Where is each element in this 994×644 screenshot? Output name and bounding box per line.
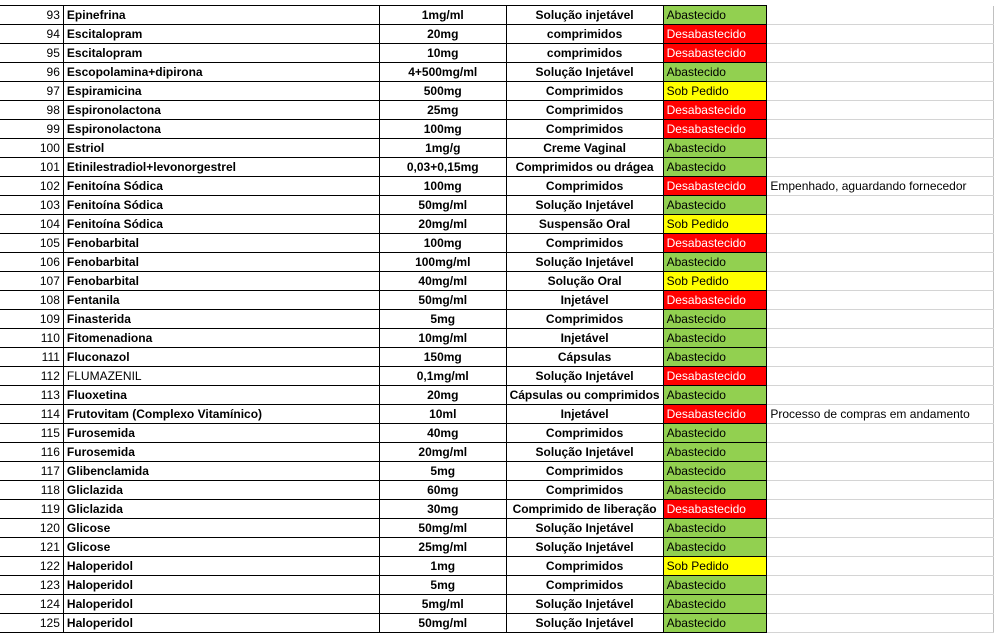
dosage-cell[interactable]: 5mg: [379, 310, 506, 329]
status-cell[interactable]: Abastecido: [663, 481, 767, 500]
form-cell[interactable]: Injetável: [506, 291, 663, 310]
status-cell[interactable]: Abastecido: [663, 196, 767, 215]
table-row: [0, 25, 994, 44]
form-cell[interactable]: Comprimidos ou drágea: [506, 158, 663, 177]
dosage-cell[interactable]: 40mg: [379, 424, 506, 443]
note-cell[interactable]: [767, 386, 994, 405]
row-number-cell[interactable]: 109: [0, 310, 63, 329]
medication-name-cell[interactable]: FLUMAZENIL: [63, 367, 379, 386]
note-cell[interactable]: [767, 158, 994, 177]
status-cell[interactable]: Desabastecido: [663, 101, 767, 120]
form-cell[interactable]: Comprimidos: [506, 177, 663, 196]
form-cell[interactable]: Solução Injetável: [506, 538, 663, 557]
row-number-cell[interactable]: 95: [0, 44, 63, 63]
note-cell[interactable]: Processo de compras em andamento: [767, 405, 994, 424]
form-cell[interactable]: Solução Injetável: [506, 595, 663, 614]
note-cell[interactable]: [767, 196, 994, 215]
row-number-cell[interactable]: 117: [0, 462, 63, 481]
dosage-cell[interactable]: 1mg/g: [379, 139, 506, 158]
dosage-cell[interactable]: 150mg: [379, 348, 506, 367]
note-cell[interactable]: [767, 44, 994, 63]
table-row: [0, 196, 994, 215]
row-number-cell[interactable]: 100: [0, 139, 63, 158]
dosage-cell[interactable]: 10mg/ml: [379, 329, 506, 348]
dosage-cell[interactable]: 60mg: [379, 481, 506, 500]
status-cell[interactable]: Sob Pedido: [663, 557, 767, 576]
note-cell[interactable]: Empenhado, aguardando fornecedor: [767, 177, 994, 196]
row-number-cell[interactable]: 97: [0, 82, 63, 101]
table-row: [0, 139, 994, 158]
form-cell[interactable]: Comprimidos: [506, 234, 663, 253]
table-row: [0, 82, 994, 101]
row-number-cell[interactable]: 125: [0, 614, 63, 633]
form-cell[interactable]: Solução Injetável: [506, 196, 663, 215]
status-cell[interactable]: Abastecido: [663, 595, 767, 614]
row-number-cell[interactable]: 112: [0, 367, 63, 386]
form-cell[interactable]: Comprimidos: [506, 310, 663, 329]
medication-name-cell[interactable]: Glicose: [63, 538, 379, 557]
note-cell[interactable]: [767, 272, 994, 291]
medication-name-cell[interactable]: Haloperidol: [63, 557, 379, 576]
note-cell[interactable]: [767, 120, 994, 139]
form-cell[interactable]: Injetável: [506, 405, 663, 424]
form-cell[interactable]: Solução Oral: [506, 272, 663, 291]
table-row: [0, 44, 994, 63]
dosage-cell[interactable]: 50mg/ml: [379, 196, 506, 215]
form-cell[interactable]: Cápsulas ou comprimidos: [506, 386, 663, 405]
medication-name-cell[interactable]: Frutovitam (Complexo Vitamínico): [63, 405, 379, 424]
status-cell[interactable]: Desabastecido: [663, 25, 767, 44]
table-row: [0, 557, 994, 576]
status-cell[interactable]: Abastecido: [663, 538, 767, 557]
medication-name-cell[interactable]: Epinefrina: [63, 6, 379, 25]
note-cell[interactable]: [767, 291, 994, 310]
medication-name-cell[interactable]: Escopolamina+dipirona: [63, 63, 379, 82]
dosage-cell[interactable]: 100mg: [379, 234, 506, 253]
medication-name-cell[interactable]: Fentanila: [63, 291, 379, 310]
form-cell[interactable]: Comprimidos: [506, 557, 663, 576]
medication-name-cell[interactable]: Glicose: [63, 519, 379, 538]
note-cell[interactable]: [767, 234, 994, 253]
status-cell[interactable]: Abastecido: [663, 576, 767, 595]
medication-name-cell[interactable]: Fenobarbital: [63, 234, 379, 253]
medication-name-cell[interactable]: Etinilestradiol+levonorgestrel: [63, 158, 379, 177]
status-cell[interactable]: Desabastecido: [663, 177, 767, 196]
medication-name-cell[interactable]: Glibenclamida: [63, 462, 379, 481]
status-cell[interactable]: Abastecido: [663, 614, 767, 633]
note-cell[interactable]: [767, 424, 994, 443]
dosage-cell[interactable]: 0,03+0,15mg: [379, 158, 506, 177]
row-number-cell[interactable]: 107: [0, 272, 63, 291]
dosage-cell[interactable]: 40mg/ml: [379, 272, 506, 291]
note-cell[interactable]: [767, 310, 994, 329]
medication-name-cell[interactable]: Haloperidol: [63, 595, 379, 614]
form-cell[interactable]: comprimidos: [506, 44, 663, 63]
dosage-cell[interactable]: 10mg: [379, 44, 506, 63]
table-row: [0, 253, 994, 272]
dosage-cell[interactable]: 10ml: [379, 405, 506, 424]
table-row: [0, 101, 994, 120]
form-cell[interactable]: Solução Injetável: [506, 519, 663, 538]
medication-name-cell[interactable]: Estriol: [63, 139, 379, 158]
table-row: [0, 443, 994, 462]
form-cell[interactable]: Comprimidos: [506, 120, 663, 139]
dosage-cell[interactable]: 5mg: [379, 462, 506, 481]
row-number-cell[interactable]: 121: [0, 538, 63, 557]
status-cell[interactable]: Desabastecido: [663, 234, 767, 253]
note-cell[interactable]: [767, 348, 994, 367]
row-number-cell[interactable]: 96: [0, 63, 63, 82]
note-cell[interactable]: [767, 101, 994, 120]
note-cell[interactable]: [767, 329, 994, 348]
note-cell[interactable]: [767, 253, 994, 272]
row-number-cell[interactable]: 108: [0, 291, 63, 310]
status-cell[interactable]: Desabastecido: [663, 367, 767, 386]
table-row: [0, 500, 994, 519]
medication-name-cell[interactable]: Gliclazida: [63, 500, 379, 519]
row-number-cell[interactable]: 114: [0, 405, 63, 424]
row-number-cell[interactable]: 115: [0, 424, 63, 443]
medication-name-cell[interactable]: Furosemida: [63, 443, 379, 462]
form-cell[interactable]: Solução Injetável: [506, 63, 663, 82]
form-cell[interactable]: Comprimidos: [506, 462, 663, 481]
dosage-cell[interactable]: 20mg/ml: [379, 215, 506, 234]
dosage-cell[interactable]: 0,1mg/ml: [379, 367, 506, 386]
medication-name-cell[interactable]: Fenitoína Sódica: [63, 177, 379, 196]
table-row: [0, 462, 994, 481]
medication-name-cell[interactable]: Fenitoína Sódica: [63, 196, 379, 215]
note-cell[interactable]: [767, 82, 994, 101]
form-cell[interactable]: Solução Injetável: [506, 443, 663, 462]
note-cell[interactable]: [767, 139, 994, 158]
status-cell[interactable]: Sob Pedido: [663, 215, 767, 234]
form-cell[interactable]: Comprimidos: [506, 101, 663, 120]
table-row: [0, 576, 994, 595]
medication-name-cell[interactable]: Escitalopram: [63, 25, 379, 44]
dosage-cell[interactable]: 5mg: [379, 576, 506, 595]
note-cell[interactable]: [767, 538, 994, 557]
medication-stock-table: [0, 5, 994, 633]
row-number-cell[interactable]: 122: [0, 557, 63, 576]
dosage-cell[interactable]: 20mg/ml: [379, 443, 506, 462]
dosage-cell[interactable]: 25mg: [379, 101, 506, 120]
dosage-cell[interactable]: 100mg: [379, 177, 506, 196]
row-number-cell[interactable]: 103: [0, 196, 63, 215]
medication-name-cell[interactable]: Haloperidol: [63, 614, 379, 633]
table-row: [0, 329, 994, 348]
note-cell[interactable]: [767, 481, 994, 500]
status-cell[interactable]: Desabastecido: [663, 500, 767, 519]
table-row: [0, 291, 994, 310]
dosage-cell[interactable]: 1mg: [379, 557, 506, 576]
medication-name-cell[interactable]: Fenitoína Sódica: [63, 215, 379, 234]
table-row: [0, 386, 994, 405]
medication-name-cell[interactable]: Furosemida: [63, 424, 379, 443]
status-cell[interactable]: Abastecido: [663, 462, 767, 481]
medication-name-cell[interactable]: Haloperidol: [63, 576, 379, 595]
status-cell[interactable]: Abastecido: [663, 63, 767, 82]
row-number-cell[interactable]: 110: [0, 329, 63, 348]
status-cell[interactable]: Desabastecido: [663, 120, 767, 139]
dosage-cell[interactable]: 50mg/ml: [379, 614, 506, 633]
form-cell[interactable]: Solução injetável: [506, 6, 663, 25]
form-cell[interactable]: Comprimidos: [506, 481, 663, 500]
table-row: [0, 519, 994, 538]
note-cell[interactable]: [767, 595, 994, 614]
medication-name-cell[interactable]: Fenobarbital: [63, 253, 379, 272]
medication-name-cell[interactable]: Fluoxetina: [63, 386, 379, 405]
table-row: [0, 348, 994, 367]
form-cell[interactable]: Comprimidos: [506, 82, 663, 101]
form-cell[interactable]: Injetável: [506, 329, 663, 348]
row-number-cell[interactable]: 98: [0, 101, 63, 120]
status-cell[interactable]: Abastecido: [663, 386, 767, 405]
form-cell[interactable]: Solução Injetável: [506, 367, 663, 386]
row-number-cell[interactable]: 113: [0, 386, 63, 405]
status-cell[interactable]: Sob Pedido: [663, 272, 767, 291]
status-cell[interactable]: Abastecido: [663, 158, 767, 177]
note-cell[interactable]: [767, 576, 994, 595]
table-row: [0, 481, 994, 500]
note-cell[interactable]: [767, 462, 994, 481]
form-cell[interactable]: comprimidos: [506, 25, 663, 44]
row-number-cell[interactable]: 111: [0, 348, 63, 367]
medication-name-cell[interactable]: Fitomenadiona: [63, 329, 379, 348]
note-cell[interactable]: [767, 557, 994, 576]
medication-name-cell[interactable]: Espironolactona: [63, 120, 379, 139]
status-cell[interactable]: Abastecido: [663, 519, 767, 538]
dosage-cell[interactable]: 25mg/ml: [379, 538, 506, 557]
form-cell[interactable]: Comprimidos: [506, 424, 663, 443]
row-number-cell[interactable]: 105: [0, 234, 63, 253]
status-cell[interactable]: Desabastecido: [663, 44, 767, 63]
dosage-cell[interactable]: 500mg: [379, 82, 506, 101]
status-cell[interactable]: Desabastecido: [663, 405, 767, 424]
table-row: [0, 310, 994, 329]
dosage-cell[interactable]: 20mg: [379, 25, 506, 44]
note-cell[interactable]: [767, 63, 994, 82]
table-row: [0, 405, 994, 424]
table-row: [0, 63, 994, 82]
table-row: [0, 158, 994, 177]
form-cell[interactable]: Creme Vaginal: [506, 139, 663, 158]
row-number-cell[interactable]: 123: [0, 576, 63, 595]
status-cell[interactable]: Desabastecido: [663, 291, 767, 310]
row-number-cell[interactable]: 101: [0, 158, 63, 177]
form-cell[interactable]: Solução Injetável: [506, 614, 663, 633]
dosage-cell[interactable]: 50mg/ml: [379, 519, 506, 538]
medication-name-cell[interactable]: Escitalopram: [63, 44, 379, 63]
note-cell[interactable]: [767, 25, 994, 44]
status-cell[interactable]: Abastecido: [663, 6, 767, 25]
medication-name-cell[interactable]: Espironolactona: [63, 101, 379, 120]
table-row: [0, 424, 994, 443]
note-cell[interactable]: [767, 367, 994, 386]
dosage-cell[interactable]: 100mg: [379, 120, 506, 139]
medication-name-cell[interactable]: Gliclazida: [63, 481, 379, 500]
table-row: [0, 120, 994, 139]
table-row: [0, 272, 994, 291]
row-number-cell[interactable]: 116: [0, 443, 63, 462]
row-number-cell[interactable]: 99: [0, 120, 63, 139]
medication-name-cell[interactable]: Fluconazol: [63, 348, 379, 367]
row-number-cell[interactable]: 102: [0, 177, 63, 196]
note-cell[interactable]: [767, 6, 994, 25]
table-row: [0, 538, 994, 557]
note-cell[interactable]: [767, 215, 994, 234]
dosage-cell[interactable]: 20mg: [379, 386, 506, 405]
form-cell[interactable]: Solução Injetável: [506, 253, 663, 272]
status-cell[interactable]: Abastecido: [663, 139, 767, 158]
table-row: [0, 367, 994, 386]
row-number-cell[interactable]: 93: [0, 6, 63, 25]
status-cell[interactable]: Sob Pedido: [663, 82, 767, 101]
note-cell[interactable]: [767, 519, 994, 538]
status-cell[interactable]: Abastecido: [663, 253, 767, 272]
note-cell[interactable]: [767, 614, 994, 633]
table-row: [0, 614, 994, 633]
status-cell[interactable]: Abastecido: [663, 329, 767, 348]
table-row: [0, 177, 994, 196]
dosage-cell[interactable]: 50mg/ml: [379, 291, 506, 310]
dosage-cell[interactable]: 1mg/ml: [379, 6, 506, 25]
status-cell[interactable]: Abastecido: [663, 348, 767, 367]
row-number-cell[interactable]: 94: [0, 25, 63, 44]
row-number-cell[interactable]: 120: [0, 519, 63, 538]
form-cell[interactable]: Suspensão Oral: [506, 215, 663, 234]
row-number-cell[interactable]: 119: [0, 500, 63, 519]
form-cell[interactable]: Comprimido de liberação: [506, 500, 663, 519]
row-number-cell[interactable]: 124: [0, 595, 63, 614]
form-cell[interactable]: Cápsulas: [506, 348, 663, 367]
table-row: [0, 234, 994, 253]
row-number-cell[interactable]: 104: [0, 215, 63, 234]
status-cell[interactable]: Abastecido: [663, 424, 767, 443]
dosage-cell[interactable]: 5mg/ml: [379, 595, 506, 614]
row-number-cell[interactable]: 106: [0, 253, 63, 272]
dosage-cell[interactable]: 100mg/ml: [379, 253, 506, 272]
form-cell[interactable]: Comprimidos: [506, 576, 663, 595]
note-cell[interactable]: [767, 443, 994, 462]
note-cell[interactable]: [767, 500, 994, 519]
status-cell[interactable]: Abastecido: [663, 310, 767, 329]
table-body: [0, 6, 994, 633]
table-row: [0, 595, 994, 614]
row-number-cell[interactable]: 118: [0, 481, 63, 500]
table-row: [0, 215, 994, 234]
dosage-cell[interactable]: 30mg: [379, 500, 506, 519]
dosage-cell[interactable]: 4+500mg/ml: [379, 63, 506, 82]
medication-name-cell[interactable]: Finasterida: [63, 310, 379, 329]
table-row: [0, 6, 994, 25]
medication-name-cell[interactable]: Fenobarbital: [63, 272, 379, 291]
medication-name-cell[interactable]: Espiramicina: [63, 82, 379, 101]
status-cell[interactable]: Abastecido: [663, 443, 767, 462]
